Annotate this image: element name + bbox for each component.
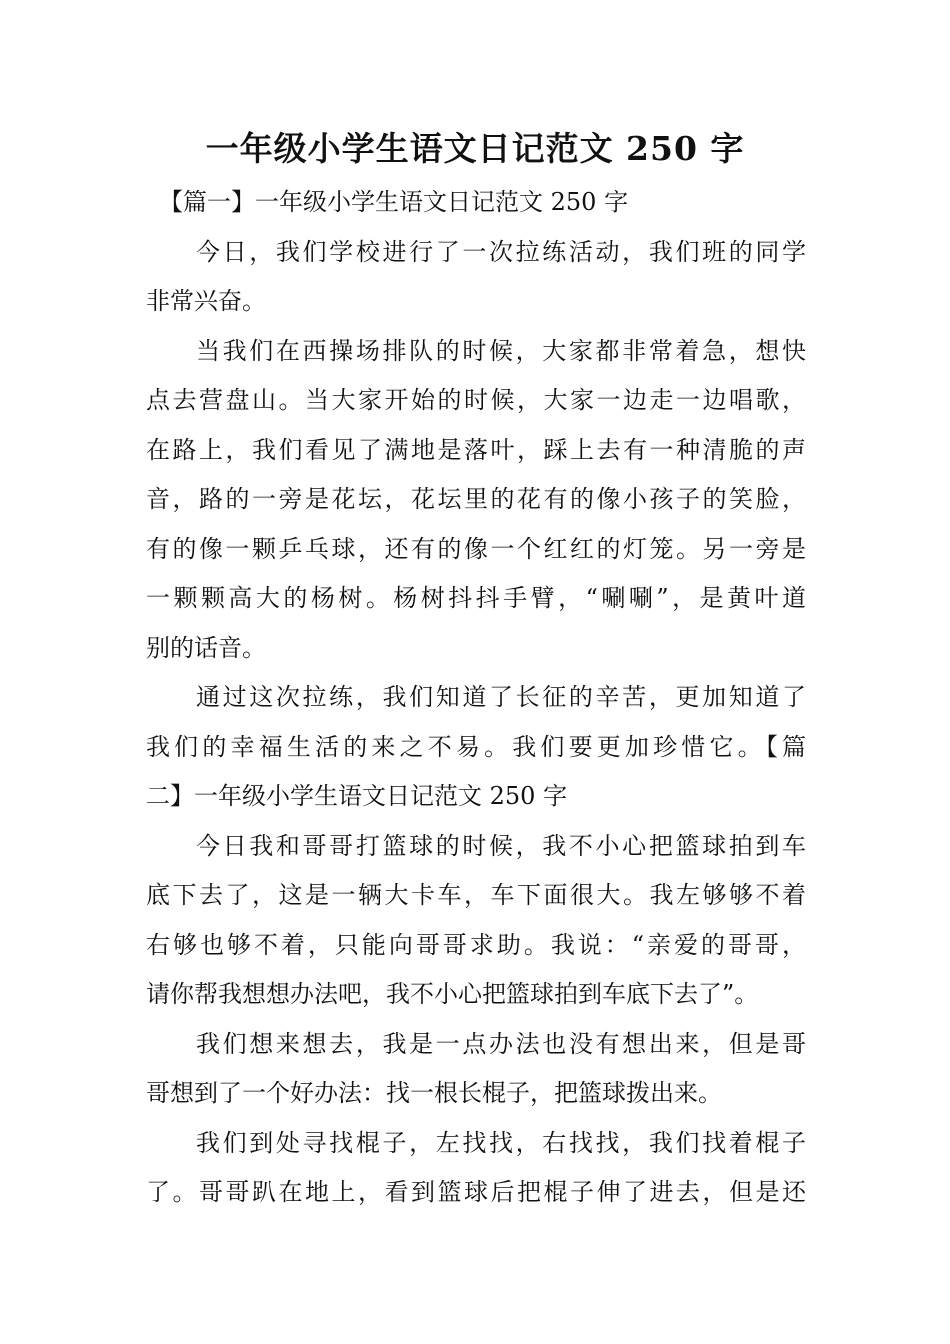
paragraph-line: 底下去了，这是一辆大卡车，车下面很大。我左够够不着	[146, 881, 806, 909]
paragraph-line: 在路上，我们看见了满地是落叶，踩上去有一种清脆的声	[146, 435, 806, 464]
paragraph-line: 请你帮我想想办法吧，我不小心把篮球拍到车底下去了”。	[146, 980, 759, 1008]
paragraph-line: 当我们在西操场排队的时候，大家都非常着急，想快	[196, 336, 806, 365]
paragraph-line: 我们到处寻找棍子，左找找，右找找，我们找着棍子	[196, 1128, 806, 1157]
document-title: 一年级小学生语文日记范文 250 字	[205, 129, 745, 168]
paragraph-line: 今日，我们学校进行了一次拉练活动，我们班的同学	[196, 237, 806, 266]
paragraph-line: 了。哥哥趴在地上，看到篮球后把棍子伸了进去，但是还	[146, 1178, 806, 1206]
paragraph-line: 别的话音。	[146, 633, 266, 662]
paragraph-line: 音，路的一旁是花坛，花坛里的花有的像小孩子的笑脸，	[146, 485, 806, 513]
paragraph-line: 右够也够不着，只能向哥哥求助。我说：“亲爱的哥哥，	[146, 930, 806, 959]
paragraph-line: 有的像一颗乒乓球，还有的像一个红红的灯笼。另一旁是	[146, 534, 806, 563]
paragraph-line: 我们想来想去，我是一点办法也没有想出来，但是哥	[196, 1029, 806, 1058]
paragraph-line: 一颗颗高大的杨树。杨树抖抖手臂，“唰唰”，是黄叶道	[146, 584, 806, 612]
paragraph-line: 今日我和哥哥打篮球的时候，我不小心把篮球拍到车	[196, 831, 806, 860]
paragraph-line: 非常兴奋。	[146, 287, 266, 315]
document-body	[146, 178, 806, 1218]
section-heading-1: 【篇一】一年级小学生语文日记范文 250 字	[159, 188, 629, 216]
paragraph-line: 通过这次拉练，我们知道了长征的辛苦，更加知道了	[196, 683, 806, 711]
paragraph-line: 点去营盘山。当大家开始的时候，大家一边走一边唱歌，	[146, 386, 806, 414]
section-heading-2: 二】一年级小学生语文日记范文 250 字	[146, 782, 568, 810]
paragraph-line: 哥想到了一个好办法：找一根长棍子，把篮球拨出来。	[146, 1079, 722, 1107]
paragraph-line: 我们的幸福生活的来之不易。我们要更加珍惜它。【篇	[146, 732, 806, 761]
